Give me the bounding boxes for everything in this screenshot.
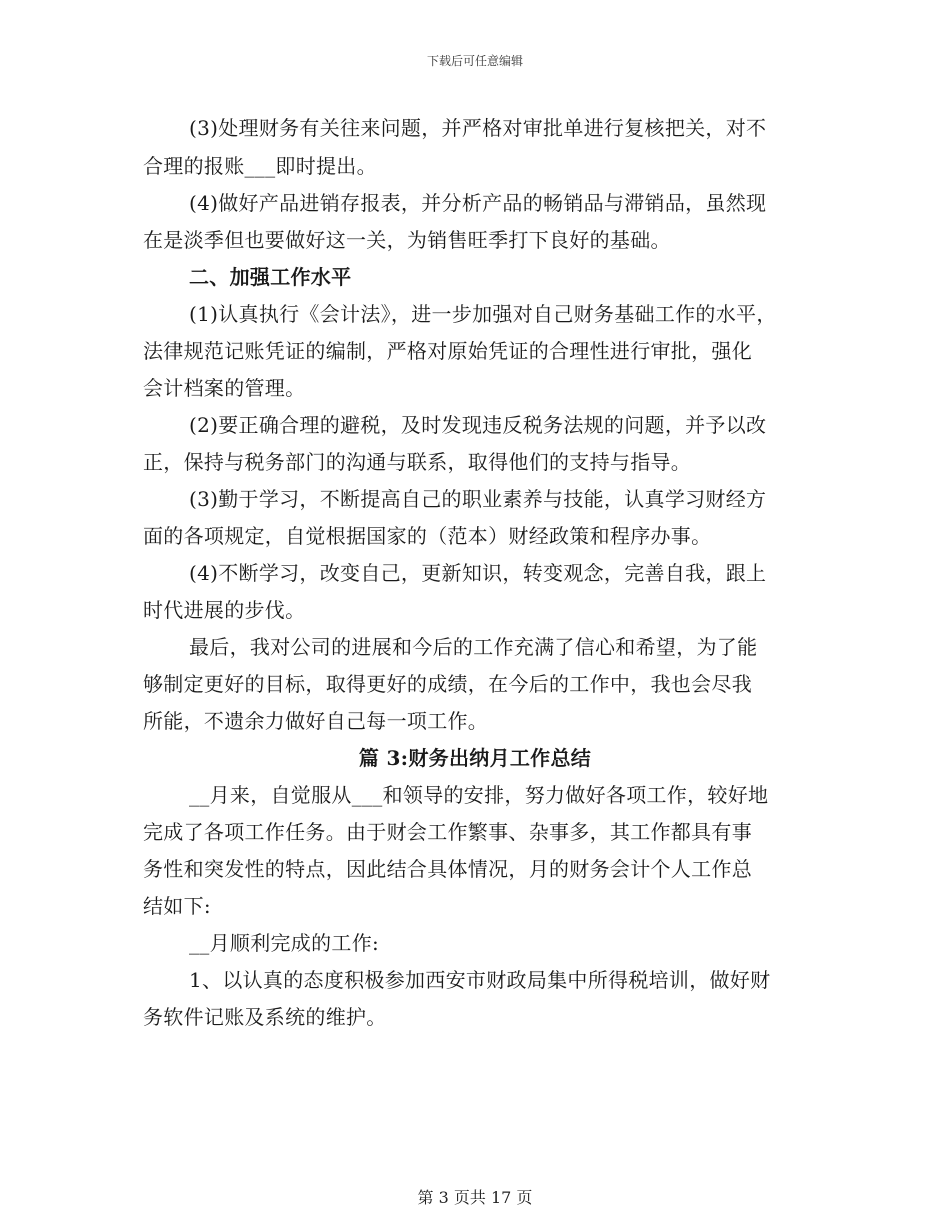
body-line: 1、以认真的态度积极参加西安市财政局集中所得税培训，做好财: [189, 968, 771, 992]
body-line: 会计档案的管理。: [143, 376, 306, 400]
body-line: 法律规范记账凭证的编制，严格对原始凭证的合理性进行审批，强化: [143, 339, 752, 363]
body-line: 够制定更好的目标，取得更好的成绩，在今后的工作中，我也会尽我: [143, 672, 752, 696]
body-line: 结如下:: [143, 894, 211, 918]
body-line: 务软件记账及系统的维护。: [143, 1005, 387, 1029]
body-line: __月顺利完成的工作:: [189, 931, 380, 955]
section-title: 篇 3:财务出纳月工作总结: [358, 746, 592, 770]
body-line: 正，保持与税务部门的沟通与联系，取得他们的支持与指导。: [143, 450, 692, 474]
section-heading: 二、加强工作水平: [189, 265, 352, 289]
body-line: 合理的报账___即时提出。: [143, 154, 377, 178]
body-line: 在是淡季但也要做好这一关，为销售旺季打下良好的基础。: [143, 228, 671, 252]
body-line: 最后，我对公司的进展和今后的工作充满了信心和希望，为了能: [189, 635, 758, 659]
body-line: 完成了各项工作任务。由于财会工作繁事、杂事多，其工作都具有事: [143, 820, 752, 844]
body-line: (1)认真执行《会计法》，进一步加强对自己财务基础工作的水平，: [189, 302, 777, 326]
page-footer: 第 3 页共 17 页: [417, 1188, 533, 1207]
body-line: (3)勤于学习，不断提高自己的职业素养与技能，认真学习财经方: [189, 487, 767, 511]
body-line: (3)处理财务有关往来问题，并严格对审批单进行复核把关，对不: [189, 116, 767, 140]
body-line: __月来，自觉服从___和领导的安排，努力做好各项工作，较好地: [189, 783, 769, 807]
body-line: 时代进展的步伐。: [143, 598, 306, 622]
page-header: 下载后可任意编辑: [426, 54, 523, 68]
body-line: 面的各项规定，自觉根据国家的（范本）财经政策和程序办事。: [143, 524, 712, 548]
body-line: 所能，不遗余力做好自己每一项工作。: [143, 709, 489, 733]
body-line: 务性和突发性的特点，因此结合具体情况，月的财务会计个人工作总: [143, 857, 752, 881]
body-line: (2)要正确合理的避税，及时发现违反税务法规的问题，并予以改: [189, 413, 767, 437]
body-line: (4)不断学习，改变自己，更新知识，转变观念，完善自我，跟上: [189, 561, 767, 585]
body-line: (4)做好产品进销存报表，并分析产品的畅销品与滞销品，虽然现: [189, 191, 767, 215]
